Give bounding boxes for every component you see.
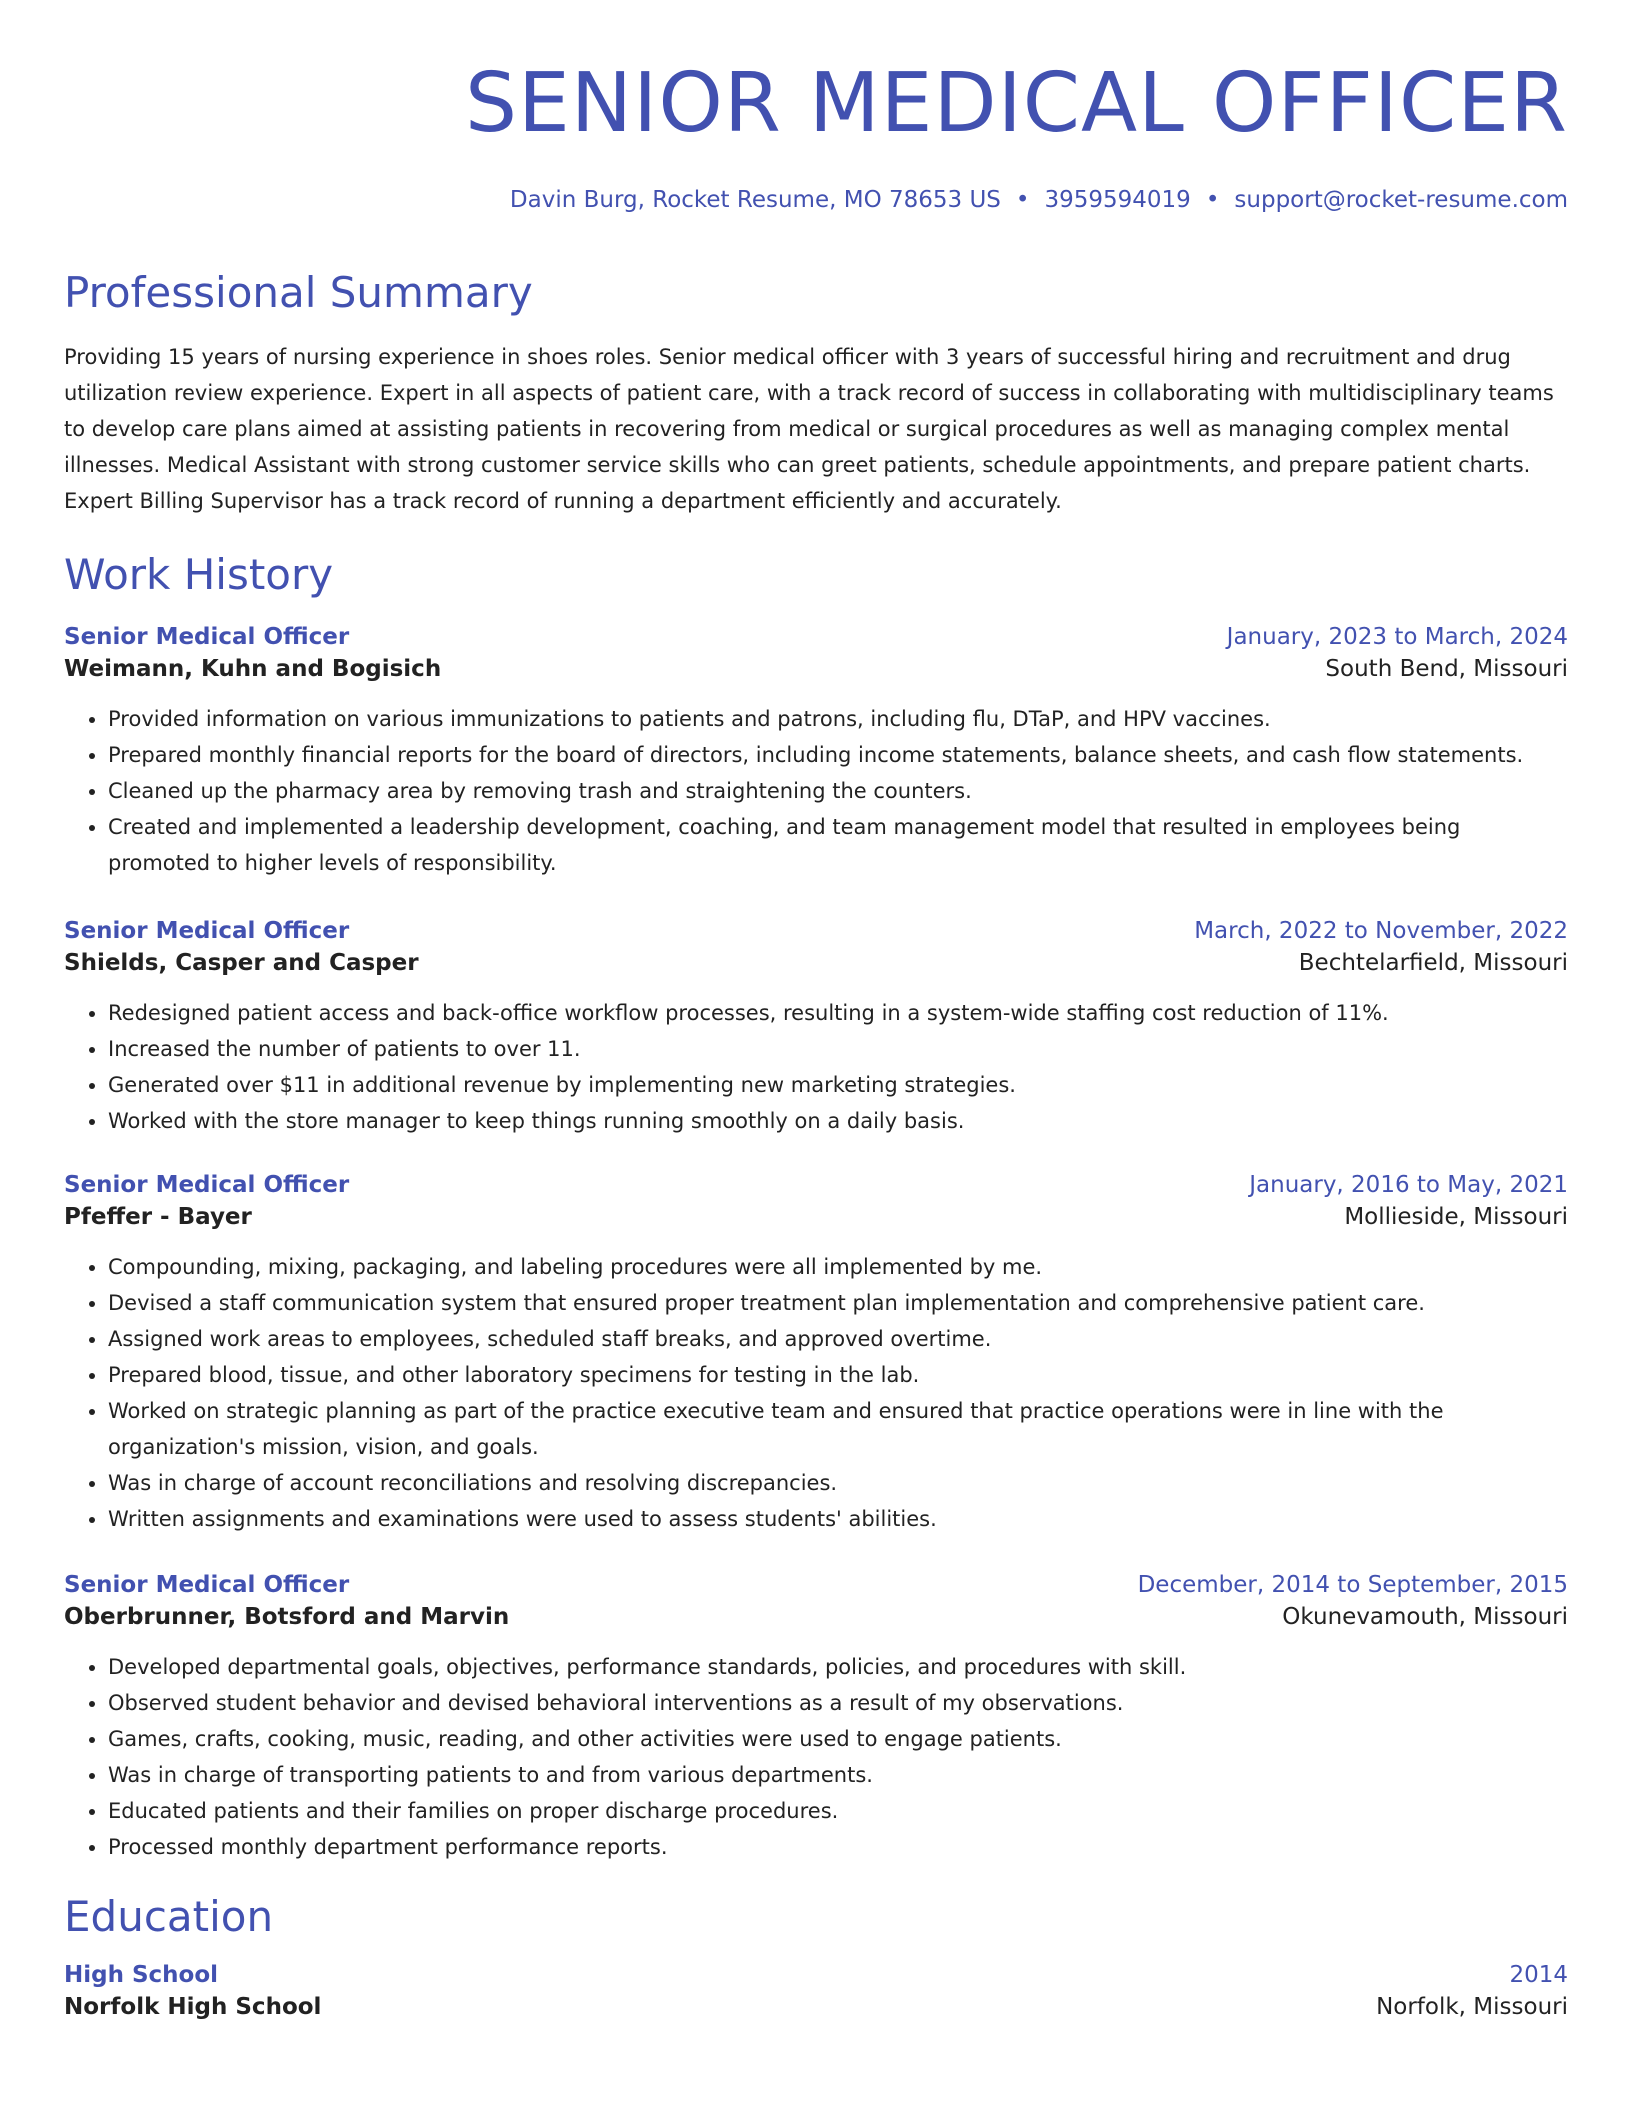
- contact-email: support@rocket-resume.com: [1234, 187, 1568, 213]
- education-heading: Education: [64, 1892, 274, 1941]
- job-location: Okunevamouth, Missouri: [1282, 1604, 1568, 1630]
- job-header-row: [64, 1169, 1568, 1201]
- job-company-row: [64, 947, 1568, 979]
- education-school: Norfolk High School: [64, 1994, 322, 2020]
- job-company: Weimann, Kuhn and Bogisich: [64, 656, 442, 682]
- job-company-row: [64, 1601, 1568, 1633]
- job-bullet: • Observed student behavior and devised behavioral interventions as a result of my observations.: [108, 1685, 1568, 1721]
- job-location: Bechtelarfield, Missouri: [1298, 950, 1568, 976]
- job-bullet: • Devised a staff communication system that ensured proper treatment plan implementation and comprehensive patient care.: [108, 1285, 1568, 1321]
- job-bullet: • Prepared monthly financial reports for the board of directors, including income statements, balance sheets, and cash flow statements.: [108, 737, 1568, 773]
- job-entry: [64, 1569, 1568, 1865]
- job-bullets: [64, 1249, 1568, 1537]
- job-bullet: • Worked on strategic planning as part of the practice executive team and ensured that practice operations were in line with the organization's mission, vision, and goals.: [108, 1393, 1568, 1465]
- education-entry: [64, 1959, 1568, 2023]
- job-bullet: • Assigned work areas to employees, scheduled staff breaks, and approved overtime.: [108, 1321, 1568, 1357]
- job-title: Senior Medical Officer: [64, 1572, 350, 1598]
- job-bullet: • Worked with the store manager to keep things running smoothly on a daily basis.: [108, 1103, 1568, 1139]
- job-location: Mollieside, Missouri: [1344, 1204, 1568, 1230]
- education-header-row: [64, 1959, 1568, 1991]
- job-location: South Bend, Missouri: [1325, 656, 1568, 682]
- job-header-row: [64, 1569, 1568, 1601]
- job-title: Senior Medical Officer: [64, 1172, 350, 1198]
- education-year: 2014: [1509, 1962, 1568, 1988]
- job-dates: March, 2022 to November, 2022: [1194, 918, 1568, 944]
- job-bullet: • Increased the number of patients to over 11.: [108, 1031, 1568, 1067]
- job-entry: [64, 1169, 1568, 1537]
- job-dates: December, 2014 to September, 2015: [1137, 1572, 1568, 1598]
- job-bullets: [64, 995, 1568, 1139]
- job-bullet: • Processed monthly department performance reports.: [108, 1829, 1568, 1865]
- contact-separator: •: [1205, 187, 1220, 213]
- job-dates: January, 2016 to May, 2021: [1249, 1172, 1568, 1198]
- job-header-row: [64, 915, 1568, 947]
- job-title: Senior Medical Officer: [64, 624, 350, 650]
- contact-separator: •: [1015, 187, 1030, 213]
- resume-title: SENIOR MEDICAL OFFICER: [464, 56, 1568, 151]
- job-company: Oberbrunner, Botsford and Marvin: [64, 1604, 510, 1630]
- education-location: Norfolk, Missouri: [1376, 1994, 1568, 2020]
- contact-line: [64, 185, 1568, 215]
- job-bullet: • Developed departmental goals, objectives, performance standards, policies, and procedures with skill.: [108, 1649, 1568, 1685]
- summary-heading: Professional Summary: [64, 268, 533, 317]
- job-bullet: • Created and implemented a leadership development, coaching, and team management model that resulted in employees being promoted to higher levels of responsibility.: [108, 809, 1568, 881]
- summary-text: Providing 15 years of nursing experience in shoes roles. Senior medical officer with 3 years of successful hiring and recruitment and drug utilization review experience. Expert in all aspects of patient care, with a track record of success in collaborating with multidisciplinary teams to develop care plans aimed at assisting patients in recovering from medical or surgical procedures as well as managing complex mental illnesses. Medical Assistant with strong customer service skills who can greet patients, schedule appointments, and prepare patient charts. Expert Billing Supervisor has a track record of running a department efficiently and accurately.: [64, 345, 1554, 513]
- job-dates: January, 2023 to March, 2024: [1226, 624, 1568, 650]
- work-history-heading: Work History: [64, 550, 334, 599]
- job-company-row: [64, 1201, 1568, 1233]
- job-bullet: • Redesigned patient access and back-office workflow processes, resulting in a system-wide staffing cost reduction of 11%.: [108, 995, 1568, 1031]
- job-bullet: • Generated over $11 in additional revenue by implementing new marketing strategies.: [108, 1067, 1568, 1103]
- job-header-row: [64, 621, 1568, 653]
- job-bullet: • Cleaned up the pharmacy area by removing trash and straightening the counters.: [108, 773, 1568, 809]
- job-bullet: • Games, crafts, cooking, music, reading, and other activities were used to engage patients.: [108, 1721, 1568, 1757]
- job-bullets: [64, 701, 1568, 881]
- education-degree: High School: [64, 1962, 219, 1988]
- job-entry: [64, 915, 1568, 1139]
- job-bullet: • Provided information on various immunizations to patients and patrons, including flu, DTaP, and HPV vaccines.: [108, 701, 1568, 737]
- contact-phone: 3959594019: [1044, 187, 1191, 213]
- job-company-row: [64, 653, 1568, 685]
- job-company: Shields, Casper and Casper: [64, 950, 419, 976]
- job-bullet: • Was in charge of transporting patients to and from various departments.: [108, 1757, 1568, 1793]
- education-school-row: [64, 1991, 1568, 2023]
- job-bullets: [64, 1649, 1568, 1865]
- job-entry: [64, 621, 1568, 881]
- job-title: Senior Medical Officer: [64, 918, 350, 944]
- job-bullet: • Was in charge of account reconciliations and resolving discrepancies.: [108, 1465, 1568, 1501]
- job-bullet: • Written assignments and examinations were used to assess students' abilities.: [108, 1501, 1568, 1537]
- job-bullet: • Compounding, mixing, packaging, and labeling procedures were all implemented by me.: [108, 1249, 1568, 1285]
- job-company: Pfeffer - Bayer: [64, 1204, 252, 1230]
- job-bullet: • Prepared blood, tissue, and other laboratory specimens for testing in the lab.: [108, 1357, 1568, 1393]
- contact-address: Davin Burg, Rocket Resume, MO 78653 US: [509, 187, 1001, 213]
- job-bullet: • Educated patients and their families on proper discharge procedures.: [108, 1793, 1568, 1829]
